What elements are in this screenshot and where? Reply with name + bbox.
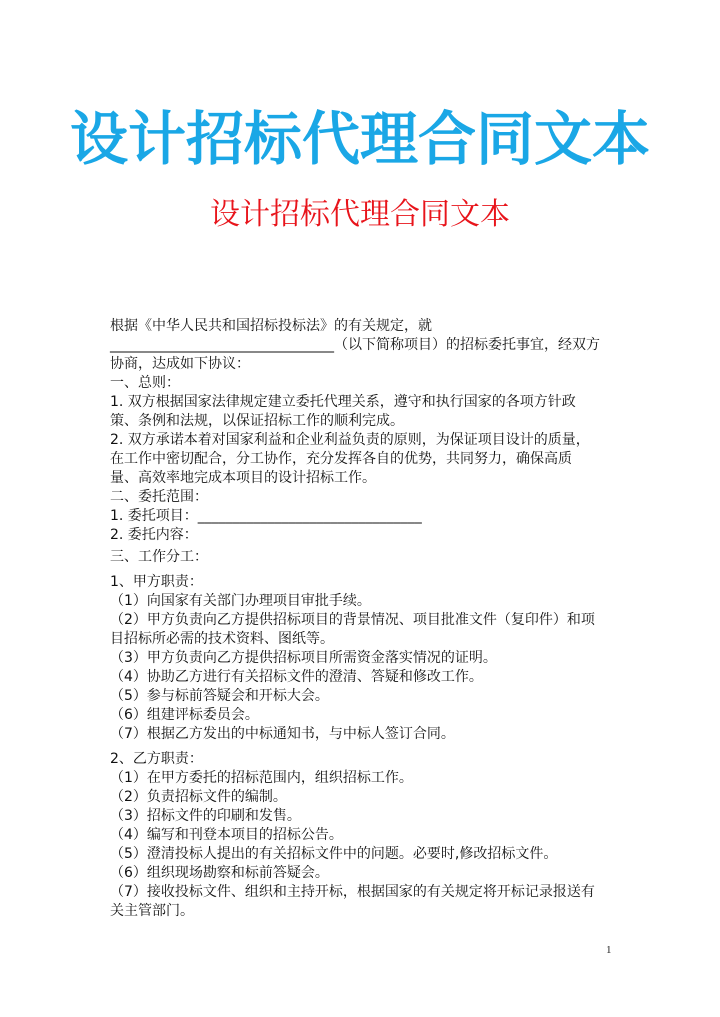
document-line: 2. 双方承诺本着对国家利益和企业利益负责的原则，为保证项目设计的质量， xyxy=(110,432,590,448)
document-line: 2. 委托内容： xyxy=(110,527,198,543)
document-line: 关主管部门。 xyxy=(110,903,194,919)
document-line: （7）根据乙方发出的中标通知书，与中标人签订合同。 xyxy=(110,726,455,742)
document-line: 目招标所必需的技术资料、图纸等。 xyxy=(110,631,334,647)
document-line: 三、工作分工： xyxy=(110,549,208,565)
document-line: （1）向国家有关部门办理项目审批手续。 xyxy=(110,593,371,609)
document-body xyxy=(110,317,620,921)
document-line: （2）负责招标文件的编制。 xyxy=(110,789,287,805)
document-line: （2）甲方负责向乙方提供招标项目的背景情况、项目批准文件（复印件）和项 xyxy=(110,612,595,628)
document-line: （6）组建评标委员会。 xyxy=(110,707,259,723)
document-line: ________________________________（以下简称项目）的招标委托事宜，经双方 xyxy=(110,337,600,353)
document-line: （3）招标文件的印刷和发售。 xyxy=(110,808,301,824)
document-line: 二、委托范围： xyxy=(110,489,208,505)
document-line: 1. 委托项目：________________________________ xyxy=(110,508,422,524)
document-line: 2、乙方职责： xyxy=(110,751,203,767)
document-banner-title: 设计招标代理合同文本 xyxy=(69,105,650,173)
document-line: （4）协助乙方进行有关招标文件的澄清、答疑和修改工作。 xyxy=(110,669,483,685)
document-line: （4）编写和刊登本项目的招标公告。 xyxy=(110,827,343,843)
document-line: 一、总则： xyxy=(110,375,180,391)
document-line: 根据《中华人民共和国招标投标法》的有关规定，就 xyxy=(110,318,432,334)
document-line: 协商，达成如下协议： xyxy=(110,356,250,372)
document-line: 量、高效率地完成本项目的设计招标工作。 xyxy=(110,470,376,486)
document-line: 在工作中密切配合，分工协作，充分发挥各自的优势，共同努力，确保高质 xyxy=(110,451,572,467)
document-line: 1、甲方职责： xyxy=(110,574,203,590)
document-line: 策、条例和法规，以保证招标工作的顺利完成。 xyxy=(110,413,404,429)
document-line: （1）在甲方委托的招标范围内，组织招标工作。 xyxy=(110,770,413,786)
document-line: 1. 双方根据国家法律规定建立委托代理关系，遵守和执行国家的各项方针政 xyxy=(110,394,576,410)
document-line: （5）参与标前答疑会和开标大会。 xyxy=(110,688,329,704)
document-line: （5）澄清投标人提出的有关招标文件中的问题。必要时,修改招标文件。 xyxy=(110,846,558,862)
document-line: （3）甲方负责向乙方提供招标项目所需资金落实情况的证明。 xyxy=(110,650,497,666)
document-title: 设计招标代理合同文本 xyxy=(210,197,510,232)
document-line: （7）接收投标文件、组织和主持开标，根据国家的有关规定将开标记录报送有 xyxy=(110,884,595,900)
page-number: 1 xyxy=(606,944,612,956)
document-line: （6）组织现场勘察和标前答疑会。 xyxy=(110,865,329,881)
